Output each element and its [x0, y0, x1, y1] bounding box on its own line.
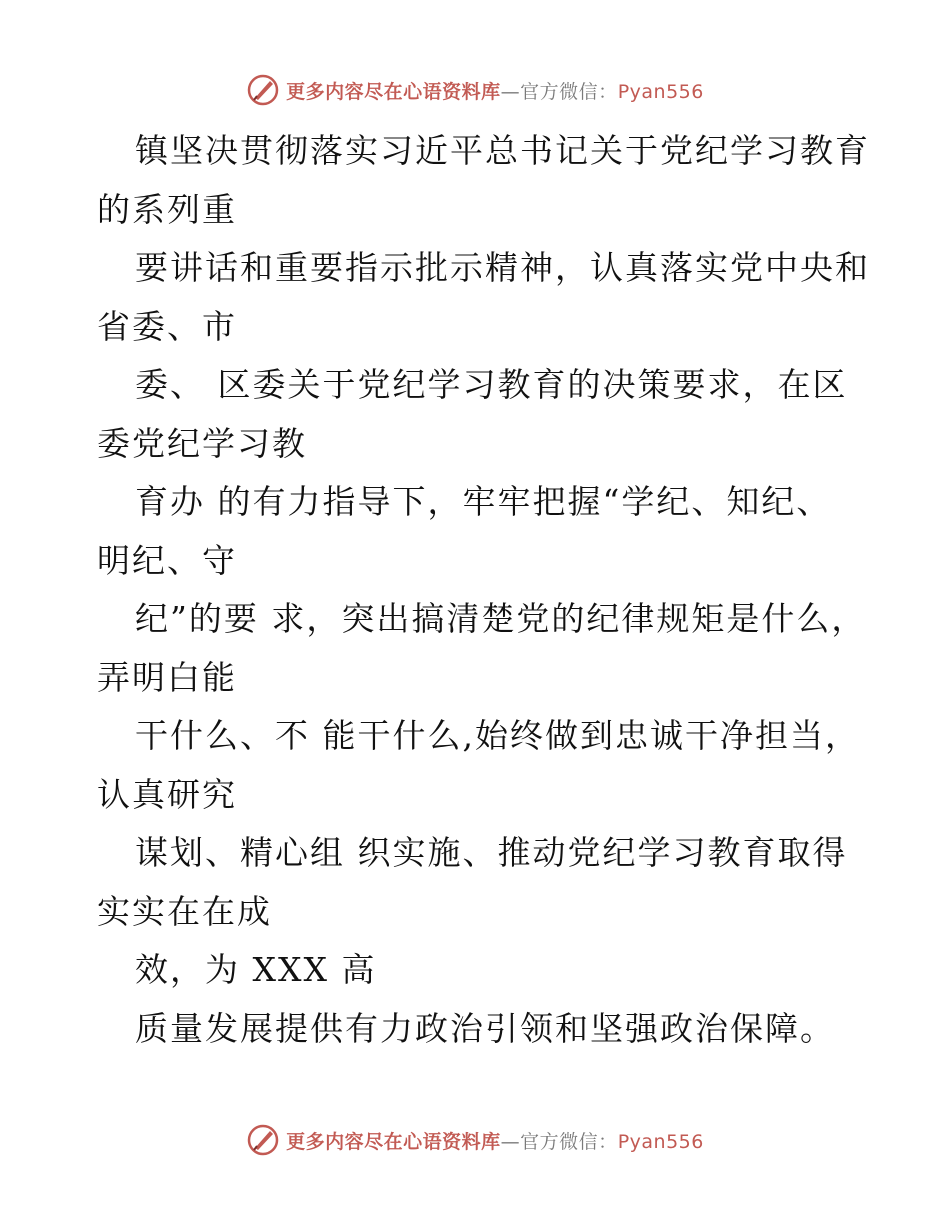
- quill-logo-icon: [246, 1123, 280, 1157]
- text-line: 的系列重: [97, 189, 237, 229]
- document-body: [97, 122, 870, 1058]
- text-line: 明纪、守: [97, 540, 237, 580]
- text-line: 委党纪学习教: [97, 423, 307, 463]
- text-line: 效，为 XXX 高: [135, 950, 377, 989]
- text-line: 认真研究: [97, 774, 237, 814]
- text-line: 质量发展提供有力政治引领和坚强政治保障。: [135, 1008, 835, 1048]
- text-line: 纪”的要 求，突出搞清楚党的纪律规矩是什么，: [135, 599, 867, 638]
- banner-wechat-handle: Pyan556: [617, 1130, 704, 1153]
- banner-wechat-label: —官方微信：: [500, 80, 618, 103]
- text-line: 弄明白能: [97, 657, 237, 697]
- banner-wechat-handle: Pyan556: [617, 80, 704, 103]
- text-line: 谋划、精心组 织实施、推动党纪学习教育取得: [135, 833, 848, 872]
- banner-text: [286, 77, 704, 104]
- text-line: 育办 的有力指导下，牢牢把握“学纪、知纪、: [135, 482, 832, 521]
- header-banner: [0, 70, 950, 110]
- text-line: 镇坚决贯彻落实习近平总书记关于党纪学习教育: [135, 131, 870, 170]
- text-line: 要讲话和重要指示批示精神，认真落实党中央和: [135, 248, 870, 287]
- banner-text: [286, 1127, 704, 1154]
- banner-wechat-label: —官方微信：: [500, 1130, 618, 1153]
- text-line: 省委、市: [97, 306, 237, 346]
- text-line: 实实在在成: [97, 891, 272, 931]
- banner-title: 更多内容尽在心语资料库: [286, 80, 501, 103]
- quill-logo-icon: [246, 73, 280, 107]
- banner-title: 更多内容尽在心语资料库: [286, 1130, 501, 1153]
- footer-banner: [0, 1120, 950, 1160]
- text-line: 干什么、不 能干什么,始终做到忠诚干净担当，: [135, 716, 860, 755]
- text-line: 委、 区委关于党纪学习教育的决策要求，在区: [135, 365, 848, 404]
